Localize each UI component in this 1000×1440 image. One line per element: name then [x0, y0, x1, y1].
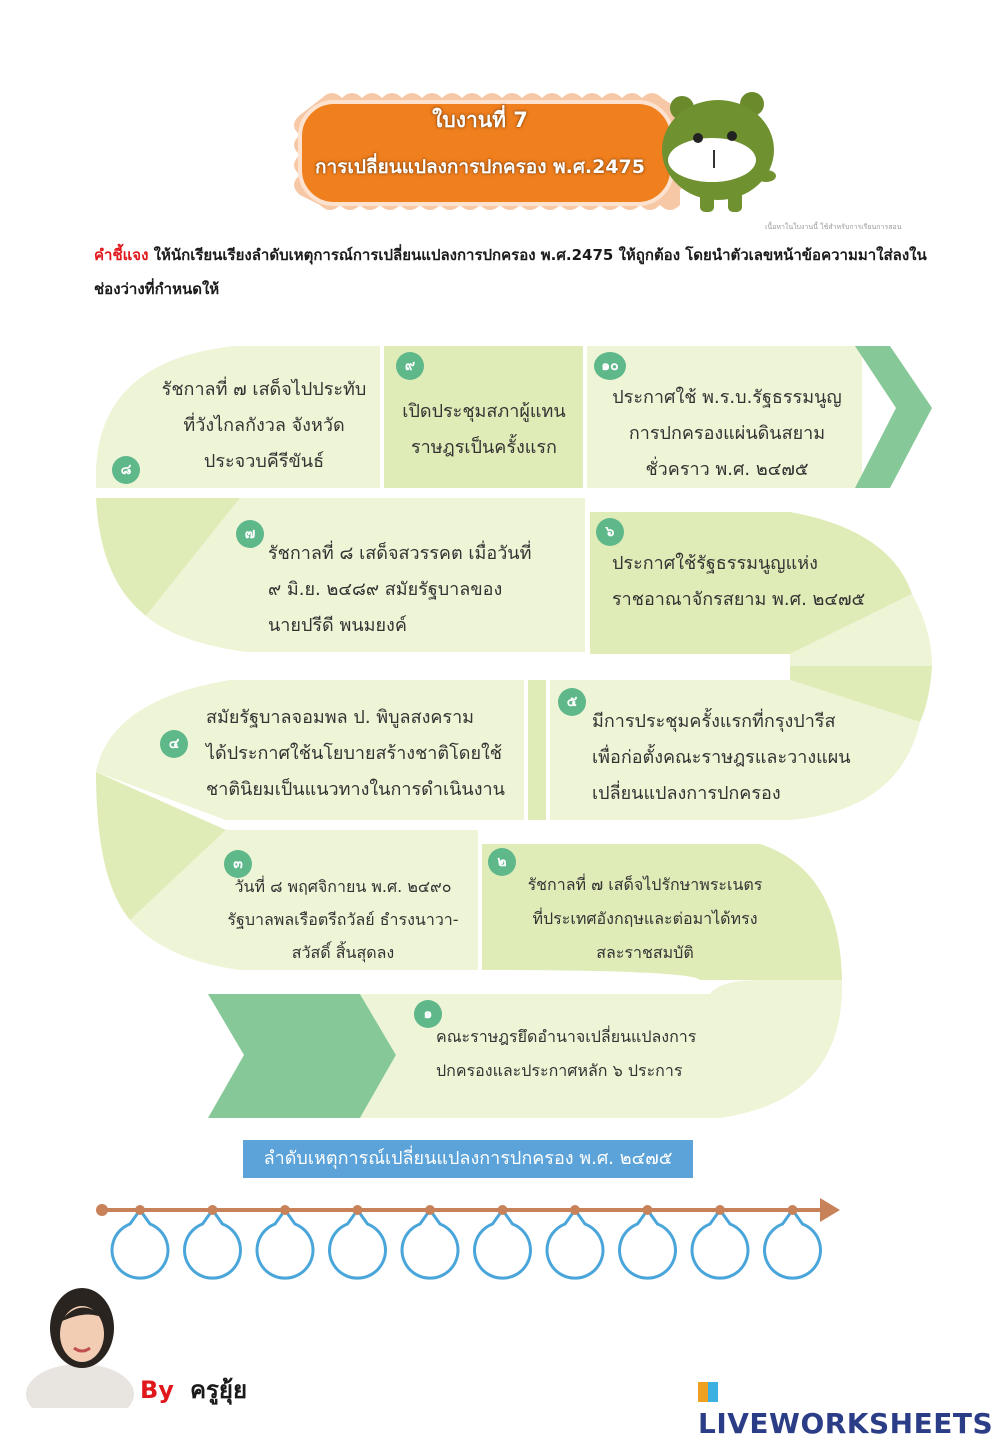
instruction-text: ให้นักเรียนเรียงลำดับเหตุการณ์การเปลี่ยนแปลงการปกครอง พ.ศ.2475 ให้ถูกต้อง โดยนำตัวเลขหน้าข้อความมาใส่ลงในช่องว่างที่กำหนดให้ — [94, 246, 927, 298]
event-number-3: ๓ — [224, 850, 252, 878]
by-label: By — [140, 1376, 174, 1404]
event-text-6: ประกาศใช้รัฐธรรมนูญแห่ง ราชอาณาจักรสยาม พ.ศ. ๒๔๗๕ — [612, 553, 866, 610]
timeline-answer-input-8[interactable] — [626, 1232, 674, 1274]
timeline-answer-input-7[interactable] — [553, 1232, 601, 1274]
timeline-dot — [715, 1205, 725, 1215]
row5-arrow-icon — [208, 994, 396, 1118]
timeline-answer-input-6[interactable] — [481, 1232, 529, 1274]
timeline-answer-input-5[interactable] — [408, 1232, 456, 1274]
timeline-dot — [425, 1205, 435, 1215]
event-number-1: ๑ — [414, 1000, 442, 1028]
timeline-dot — [788, 1205, 798, 1215]
image-credit: เนื้อหาในใบงานนี้ ใช้สำหรับการเรียนการสอน — [765, 223, 902, 231]
event-text-3: วันที่ ๘ พฤศจิกายน พ.ศ. ๒๔๙๐ รัฐบาลพลเรือตรีถวัลย์ ธำรงนาวา- สวัสดิ์ สิ้นสุดลง — [227, 877, 459, 962]
timeline-dot — [280, 1205, 290, 1215]
timeline-answer-input-1[interactable] — [118, 1232, 166, 1274]
event-text-7: รัชกาลที่ ๘ เสด็จสวรรคต เมื่อวันที่ ๙ มิ.ย. ๒๔๘๙ สมัยรัฐบาลของ นายปรีดี พนมยงค์ — [268, 543, 532, 636]
timeline-answer-input-10[interactable] — [771, 1232, 819, 1274]
event-text-1: คณะราษฎรยึดอำนาจเปลี่ยนแปลงการ ปกครองและประกาศหลัก ๖ ประการ — [436, 1027, 697, 1080]
event-number-4: ๔ — [160, 730, 188, 758]
worksheet-number: ใบงานที่ 7 — [432, 108, 528, 132]
timeline-dot — [498, 1205, 508, 1215]
event-number-10: ๑๐ — [594, 352, 626, 380]
timeline-dot — [353, 1205, 363, 1215]
timeline-dot — [570, 1205, 580, 1215]
row1-arrow-icon — [855, 346, 932, 488]
event-text-4: สมัยรัฐบาลจอมพล ป. พิบูลสงคราม ได้ประกาศใช้นโยบายสร้างชาติโดยใช้ ชาตินิยมเป็นแนวทางในการดำเนินงาน — [206, 707, 505, 800]
event-number-2: ๒ — [488, 848, 516, 876]
timeline-dot — [135, 1205, 145, 1215]
event-number-8: ๘ — [112, 456, 140, 484]
brand-icon — [698, 1382, 718, 1402]
event-number-9: ๙ — [396, 352, 424, 380]
row3-divider — [528, 680, 546, 820]
instruction-label: คำชี้แจง — [94, 246, 149, 264]
author-photo — [20, 1272, 140, 1408]
timeline-answer-input-4[interactable] — [336, 1232, 384, 1274]
event-number-6: ๖ — [596, 518, 624, 546]
timeline-dot — [208, 1205, 218, 1215]
timeline-dot — [643, 1205, 653, 1215]
timeline-answer-input-2[interactable] — [191, 1232, 239, 1274]
event-text-8: รัชกาลที่ ๗ เสด็จไปประทับ ที่วังไกลกังวล จังหวัด ประจวบคีรีขันธ์ — [161, 379, 367, 472]
timeline-start-dot — [96, 1204, 108, 1216]
event-text-5: มีการประชุมครั้งแรกที่กรุงปารีส เพื่อก่อตั้งคณะราษฎรและวางแผน เปลี่ยนแปลงการปกครอง — [592, 711, 851, 804]
timeline-answer-input-9[interactable] — [698, 1232, 746, 1274]
byline — [140, 1370, 247, 1409]
brand-logo[interactable] — [698, 1374, 1000, 1440]
event-number-7: ๗ — [236, 520, 264, 548]
timeline-title: ลำดับเหตุการณ์เปลี่ยนแปลงการปกครอง พ.ศ. ๒๔๗๕ — [243, 1140, 693, 1178]
worksheet-title: การเปลี่ยนแปลงการปกครอง พ.ศ.2475 — [315, 156, 645, 178]
brand-text: LIVEWORKSHEETS — [698, 1407, 994, 1440]
event-number-5: ๕ — [558, 688, 586, 716]
author-name: ครูยุ้ย — [189, 1376, 248, 1404]
event-text-2: รัชกาลที่ ๗ เสด็จไปรักษาพระเนตร ที่ประเทศอังกฤษและต่อมาได้ทรง สละราชสมบัติ — [527, 875, 763, 962]
timeline-arrowhead-icon — [820, 1198, 840, 1222]
event-text-9: เปิดประชุมสภาผู้แทน ราษฎรเป็นครั้งแรก — [402, 401, 566, 458]
event-text-10: ประกาศใช้ พ.ร.บ.รัฐธรรมนูญ การปกครองแผ่นดินสยาม ชั่วคราว พ.ศ. ๒๔๗๕ — [612, 387, 842, 480]
timeline-answer-input-3[interactable] — [263, 1232, 311, 1274]
